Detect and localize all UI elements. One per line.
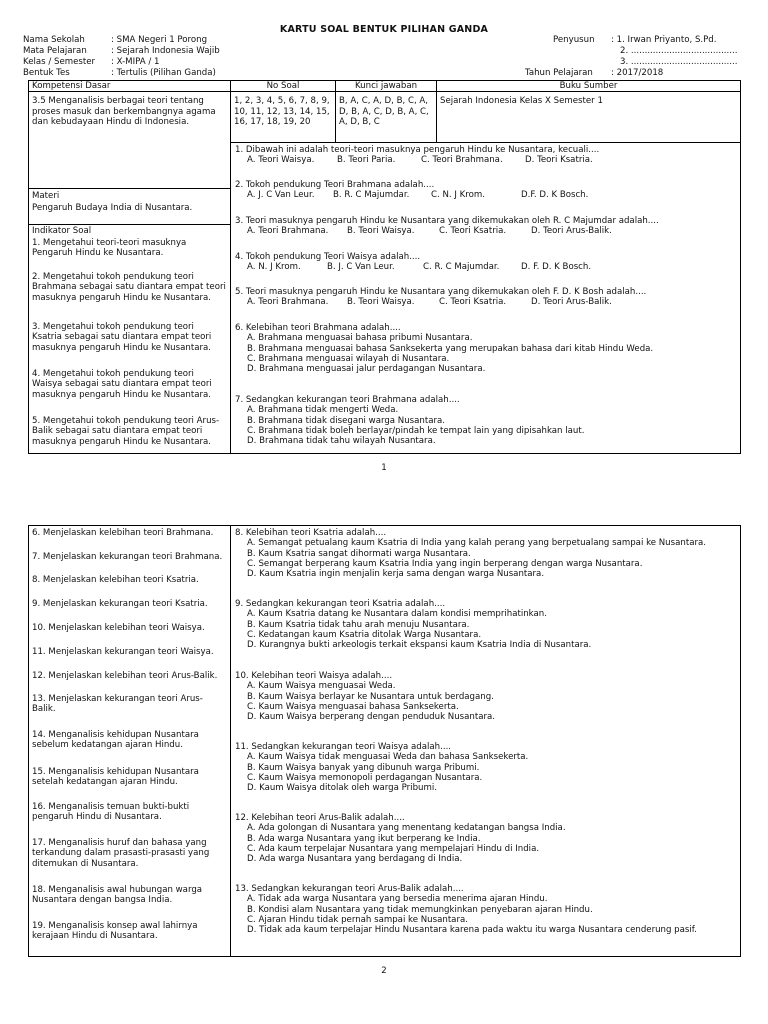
meta-value: : X-MIPA / 1 — [111, 57, 160, 67]
kunci-header: Kunci jawaban — [354, 81, 418, 91]
question-3 — [235, 216, 740, 237]
option: A. Teori Waisya. — [247, 155, 315, 166]
option: A. Brahmana tidak mengerti Weda. — [247, 405, 399, 416]
meta-label: Bentuk Tes — [23, 68, 70, 78]
option: B. J. C Van Leur. — [327, 262, 395, 273]
option: A. Kaum Ksatria datang ke Nusantara dalam kondisi memprihatinkan. — [247, 609, 547, 620]
option: C. Teori Ksatria. — [439, 226, 507, 237]
meta-label: Mata Pelajaran — [23, 46, 87, 56]
buku-text: Sejarah Indonesia Kelas X Semester 1 — [440, 96, 603, 106]
meta-value: : Tertulis (Pilihan Ganda) — [111, 68, 216, 78]
option: B. R. C Majumdar. — [333, 190, 410, 201]
indikator-item: 16. Menganalisis temuan bukti-bukti pengaruh Hindu di Nusantara. — [32, 802, 190, 823]
question-text: 8. Kelebihan teori Ksatria adalah.... — [235, 528, 387, 538]
question-9 — [235, 599, 740, 650]
option: D. Tidak ada kaum terpelajar Hindu Nusantara karena pada waktu itu warga Nusantara cenderung pasif. — [247, 925, 697, 936]
penyusun-3: 3. ....................................... — [620, 57, 738, 67]
question-5 — [235, 287, 740, 308]
option: D. Teori Arus-Balik. — [531, 226, 612, 237]
indikator-item: 4. Mengetahui tokoh pendukung teori Waisya sebagai satu diantara empat teori masuknya pengaruh Hindu ke Nusantara. — [32, 369, 212, 400]
penyusun-label: Penyusun — [553, 35, 595, 45]
page-number: 1 — [381, 463, 387, 473]
option: C. Ajaran Hindu tidak pernah sampai ke Nusantara. — [247, 914, 468, 925]
question-4 — [235, 252, 735, 273]
option: C. Teori Ksatria. — [439, 297, 507, 308]
indikator-item: 11. Menjelaskan kekurangan teori Waisya. — [32, 647, 214, 657]
indikator-item: 5. Mengetahui tokoh pendukung teori Arus-Balik sebagai satu diantara empat teori masuknya pengaruh Hindu ke Nusantara. — [32, 416, 220, 447]
indikator-item: 1. Mengetahui teori-teori masuknya Pengaruh Hindu ke Nusantara. — [32, 238, 187, 259]
option: C. Kaum Waisya menguasai bahasa Sanksekerta. — [247, 701, 459, 712]
option: C. N. J Krom. — [431, 190, 485, 201]
page-number: 2 — [381, 966, 387, 976]
option: A. Tidak ada warga Nusantara yang bersedia menerima ajaran Hindu. — [247, 894, 548, 905]
indikator-item: 19. Menganalisis konsep awal lahirnya kerajaan Hindu di Nusantara. — [32, 921, 198, 942]
option: A. Semangat petualang kaum Ksatria di India yang kalah perang yang berpetualang sampai ke Nusantara. — [247, 538, 706, 549]
question-text: 6. Kelebihan teori Brahmana adalah.... — [235, 323, 401, 333]
question-text: 11. Sedangkan kekurangan teori Waisya adalah.... — [235, 742, 452, 752]
option: C. R. C Majumdar. — [423, 262, 500, 273]
no-soal-text: 1, 2, 3, 4, 5, 6, 7, 8, 9, 10, 11, 12, 13, 14, 15, 16, 17, 18, 19, 20 — [234, 96, 330, 128]
option: A. Teori Brahmana. — [247, 297, 329, 308]
question-text: 12. Kelebihan teori Arus-Balik adalah.... — [235, 813, 405, 823]
option: D. F. D. K Bosch. — [521, 262, 592, 273]
meta-label: Nama Sekolah — [23, 35, 85, 45]
question-10 — [235, 671, 740, 722]
option: D. Kaum Waisya berperang dengan penduduk Nusantara. — [247, 712, 496, 723]
question-7 — [235, 395, 740, 446]
indikator-item: 2. Mengetahui tokoh pendukung teori Brahmana sebagai satu diantara empat teori masuknya pengaruh Hindu ke Nusantara. — [32, 272, 226, 303]
tahun-label: Tahun Pelajaran — [525, 68, 593, 78]
indikator-label: Indikator Soal — [32, 226, 92, 236]
option: B. Teori Waisya. — [347, 297, 415, 308]
indikator-item: 6. Menjelaskan kelebihan teori Brahmana. — [32, 528, 214, 538]
divider — [28, 224, 230, 225]
option: D. Teori Arus-Balik. — [531, 297, 612, 308]
buku-header: Buku Sumber — [559, 81, 618, 91]
question-text: 2. Tokoh pendukung Teori Brahmana adalah.... — [235, 180, 435, 190]
materi-text: Pengaruh Budaya India di Nusantara. — [32, 203, 193, 213]
option: B. Kondisi alam Nusantara yang tidak memungkinkan penyebaran ajaran Hindu. — [247, 904, 593, 915]
option: A. Ada golongan di Nusantara yang menentang kedatangan bangsa India. — [247, 823, 566, 834]
option: B. Brahmana menguasai bahasa Sanksekerta yang merupakan bahasa dari kitab Hindu Weda. — [247, 343, 654, 354]
materi-label: Materi — [32, 191, 60, 201]
option: A. N. J Krom. — [247, 262, 301, 273]
question-text: 1. Dibawah ini adalah teori-teori masuknya pengaruh Hindu ke Nusantara, kecuali.... — [235, 145, 600, 155]
question-11 — [235, 742, 740, 793]
indikator-item: 15. Menganalisis kehidupan Nusantara setelah kedatangan ajaran Hindu. — [32, 767, 199, 788]
option: C. Kaum Waisya memonopoli perdagangan Nusantara. — [247, 772, 483, 783]
option: C. Semangat berperang kaum Ksatria India yang ingin berperang dengan warga Nusantara. — [247, 558, 643, 569]
question-text: 5. Teori masuknya pengaruh Hindu ke Nusantara yang dikemukakan oleh F. D. K Bosh adalah.... — [235, 287, 647, 297]
indikator-item: 8. Menjelaskan kelebihan teori Ksatria. — [32, 575, 199, 585]
indikator-item: 9. Menjelaskan kekurangan teori Ksatria. — [32, 599, 208, 609]
question-13 — [235, 884, 740, 935]
question-text: 13. Sedangkan kekurangan teori Arus-Balik adalah.... — [235, 884, 464, 894]
meta-value: : SMA Negeri 1 Porong — [111, 35, 208, 45]
indikator-item: 17. Menganalisis huruf dan bahasa yang terkandung dalam prasasti-prasasti yang ditemukan di Nusantara. — [32, 838, 210, 869]
question-1 — [235, 145, 735, 166]
option: A. Teori Brahmana. — [247, 226, 329, 237]
option: D. Kurangnya bukti arkeologis terkait ekspansi kaum Ksatria India di Nusantara. — [247, 640, 592, 651]
option: A. Kaum Waisya tidak menguasai Weda dan bahasa Sanksekerta. — [247, 752, 529, 763]
option: B. Kaum Waisya banyak yang dibunuh warga Pribumi. — [247, 762, 480, 773]
option: D.F. D. K Bosch. — [521, 190, 589, 201]
question-text: 9. Sedangkan kekurangan teori Ksatria adalah.... — [235, 599, 446, 609]
indikator-item: 12. Menjelaskan kelebihan teori Arus-Balik. — [32, 671, 218, 681]
option: C. Kedatangan kaum Ksatria ditolak Warga Nusantara. — [247, 629, 482, 640]
option: B. Kaum Waisya berlayar ke Nusantara untuk berdagang. — [247, 691, 494, 702]
divider — [230, 80, 231, 454]
option: D. Brahmana menguasai jalur perdagangan Nusantara. — [247, 364, 486, 375]
indikator-item: 7. Menjelaskan kekurangan teori Brahmana. — [32, 552, 223, 562]
page-title: KARTU SOAL BENTUK PILIHAN GANDA — [279, 24, 489, 35]
kompetensi-text: 3.5 Menganalisis berbagai teori tentang proses masuk dan berkembangnya agama dan kebudayaan Hindu di Indonesia. — [32, 96, 216, 128]
option: B. Teori Paria. — [337, 155, 396, 166]
indikator-item: 13. Menjelaskan kekurangan teori Arus-Balik. — [32, 694, 203, 715]
option: C. Teori Brahmana. — [421, 155, 503, 166]
tahun-value: : 2017/2018 — [611, 68, 664, 78]
indikator-item: 10. Menjelaskan kelebihan teori Waisya. — [32, 623, 205, 633]
indikator-item: 3. Mengetahui tokoh pendukung teori Ksatria sebagai satu diantara empat teori masuknya pengaruh Hindu ke Nusantara. — [32, 322, 212, 353]
indikator-item: 18. Menganalisis awal hubungan warga Nusantara dengan bangsa India. — [32, 885, 203, 906]
question-6 — [235, 323, 740, 374]
option: D. Teori Ksatria. — [525, 155, 593, 166]
option: D. Kaum Ksatria ingin menjalin kerja sama dengan warga Nusantara. — [247, 569, 545, 580]
divider — [230, 525, 231, 957]
kompetensi-header: Kompetensi Dasar — [32, 81, 111, 91]
question-text: 10. Kelebihan teori Waisya adalah.... — [235, 671, 393, 681]
penyusun-1: : 1. Irwan Priyanto, S.Pd. — [611, 35, 717, 45]
option: D. Brahmana tidak tahu wilayah Nusantara. — [247, 436, 436, 447]
penyusun-2: 2. ....................................... — [620, 46, 738, 56]
option: C. Ada kaum terpelajar Nusantara yang mempelajari Hindu di India. — [247, 843, 540, 854]
no-soal-header: No Soal — [266, 81, 300, 91]
option: B. Kaum Ksatria sangat dihormati warga Nusantara. — [247, 548, 471, 559]
option: A. J. C Van Leur. — [247, 190, 315, 201]
author-info — [553, 35, 763, 68]
question-12 — [235, 813, 740, 864]
question-text: 3. Teori masuknya pengaruh Hindu ke Nusantara yang dikemukakan oleh R. C Majumdar adalah.... — [235, 216, 659, 226]
divider — [28, 188, 230, 189]
question-2 — [235, 180, 735, 201]
kunci-text: B, A, C, A, D, B, C, A, D, B, A, C, D, B, A, C, A, D, B, C — [339, 96, 429, 128]
school-info — [23, 35, 283, 79]
option: D. Kaum Waisya ditolak oleh warga Pribumi. — [247, 783, 437, 794]
option: B. Brahmana tidak disegani warga Nusantara. — [247, 415, 446, 426]
meta-label: Kelas / Semester — [23, 57, 96, 67]
option: C. Brahmana menguasai wilayah di Nusantara. — [247, 353, 450, 364]
indikator-item: 14. Menganalisis kehidupan Nusantara sebelum kedatangan ajaran Hindu. — [32, 730, 199, 751]
meta-value: : Sejarah Indonesia Wajib — [111, 46, 220, 56]
question-text: 7. Sedangkan kekurangan teori Brahmana adalah.... — [235, 395, 460, 405]
question-text: 4. Tokoh pendukung Teori Waisya adalah.... — [235, 252, 421, 262]
option: A. Brahmana menguasai bahasa pribumi Nusantara. — [247, 333, 473, 344]
option: A. Kaum Waisya menguasai Weda. — [247, 681, 396, 692]
divider — [230, 142, 741, 143]
option: B. Teori Waisya. — [347, 226, 415, 237]
option: B. Ada warga Nusantara yang ikut berperang ke India. — [247, 833, 481, 844]
year-info — [525, 68, 725, 79]
option: D. Ada warga Nusantara yang berdagang di India. — [247, 854, 463, 865]
option: C. Brahmana tidak boleh berlayar/pindah ke tempat lain yang dipisahkan laut. — [247, 425, 585, 436]
option: B. Kaum Ksatria tidak tahu arah menuju Nusantara. — [247, 619, 470, 630]
question-8 — [235, 528, 740, 579]
